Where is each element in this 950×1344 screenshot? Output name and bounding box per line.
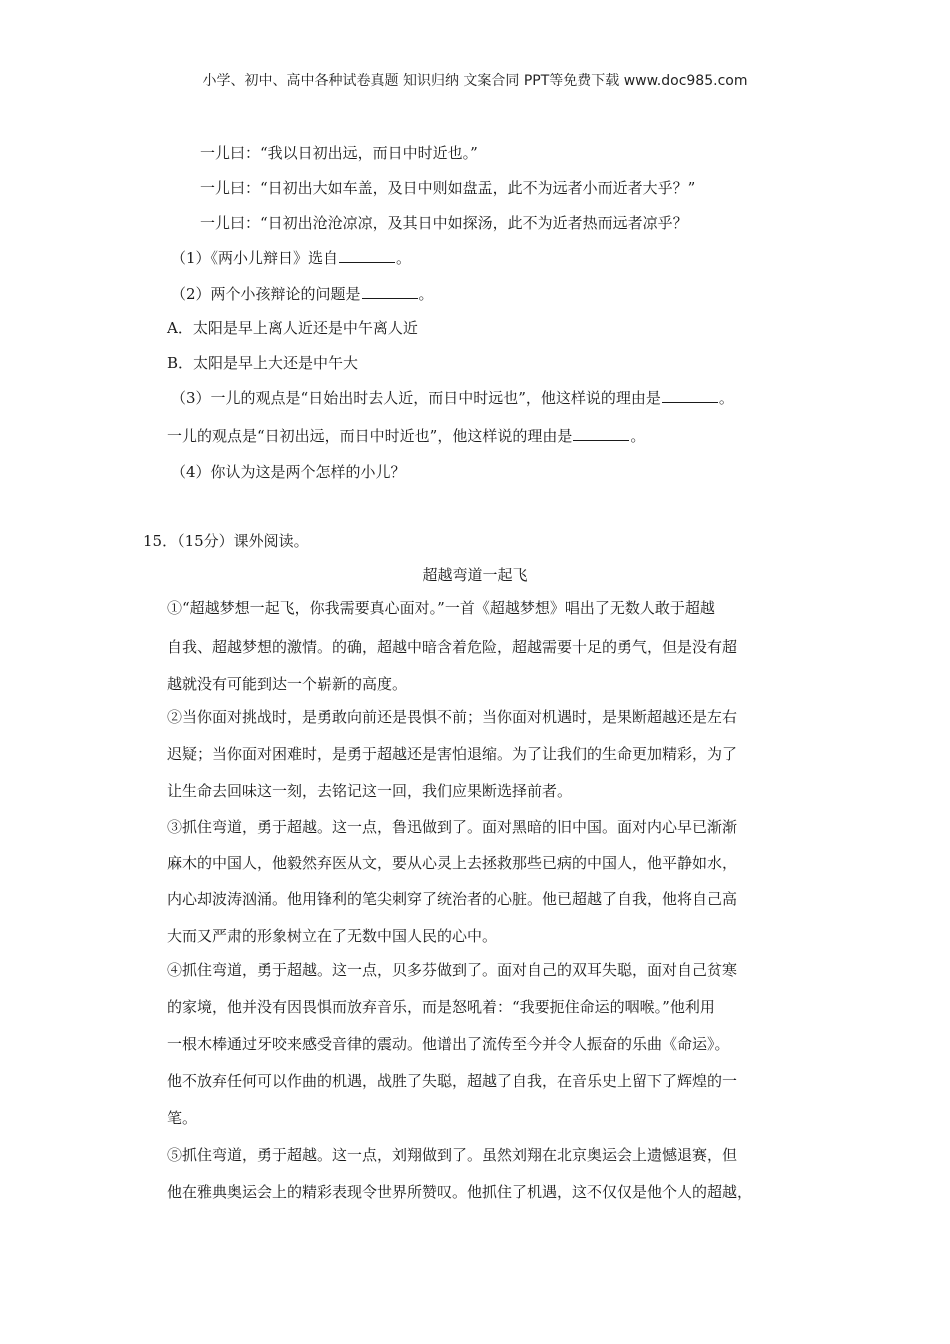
article-line: 大而又严肃的形象树立在了无数中国人民的心中。 <box>167 927 498 945</box>
question-3-text: （3）一儿的观点是“日始出时去人近，而日中时远也”，他这样说的理由是 <box>171 389 661 407</box>
article-line: ④抓住弯道，勇于超越。这一点，贝多芬做到了。面对自己的双耳失聪，面对自己贫寒 <box>167 961 738 979</box>
page-header: 小学、初中、高中各种试卷真题 知识归纳 文案合同 PPT等免费下载 www.doc985.com <box>202 73 748 89</box>
answer-blank-2[interactable] <box>362 284 418 299</box>
article-line: 迟疑；当你面对困难时，是勇于超越还是害怕退缩。为了让我们的生命更加精彩，为了 <box>167 745 738 763</box>
question-2-end: 。 <box>418 285 434 303</box>
article-line: ③抓住弯道，勇于超越。这一点，鲁迅做到了。面对黑暗的旧中国。面对内心早已渐渐 <box>167 818 738 836</box>
question-1-end: 。 <box>396 249 412 267</box>
article-line: 他在雅典奥运会上的精彩表现令世界所赞叹。他抓住了机遇，这不仅仅是他个人的超越， <box>167 1183 753 1201</box>
question-3 <box>171 388 734 408</box>
article-line: 笔。 <box>167 1109 198 1127</box>
question-3-end: 。 <box>718 389 734 407</box>
option-b: B．太阳是早上大还是中午大 <box>167 354 359 372</box>
question-2 <box>171 284 434 304</box>
classical-line-3: 一儿曰：“日初出沧沧凉凉，及其日中如探汤，此不为近者热而远者凉乎？ <box>200 214 688 232</box>
article-line: 内心却波涛汹涌。他用锋利的笔尖刺穿了统治者的心脏。他已超越了自我，他将自己高 <box>167 890 738 908</box>
option-a: A．太阳是早上离人近还是中午离人近 <box>167 319 418 337</box>
question-1 <box>171 248 411 268</box>
article-line: 一根木棒通过牙咬来感受音律的震动。他谱出了流传至今并令人振奋的乐曲《命运》。 <box>167 1035 730 1053</box>
question-3c-end: 。 <box>630 427 646 445</box>
question-3c-text: 一儿的观点是“日初出远，而日中时近也”，他这样说的理由是 <box>167 427 573 445</box>
article-line: 自我、超越梦想的激情。的确，超越中暗含着危险，超越需要十足的勇气，但是没有超 <box>167 638 738 656</box>
article-line: 越就没有可能到达一个崭新的高度。 <box>167 675 408 693</box>
answer-blank-4[interactable] <box>573 426 629 441</box>
question-1-text: （1）《两小儿辩日》选自 <box>171 249 339 267</box>
article-line: ②当你面对挑战时，是勇敢向前还是畏惧不前；当你面对机遇时，是果断超越还是左右 <box>167 708 738 726</box>
question-2-text: （2）两个小孩辩论的问题是 <box>171 285 361 303</box>
question-4: （4）你认为这是两个怎样的小儿？ <box>171 463 406 481</box>
answer-blank-3[interactable] <box>662 388 718 403</box>
classical-line-2: 一儿曰：“日初出大如车盖，及日中则如盘盂，此不为远者小而近者大乎？” <box>200 179 696 197</box>
answer-blank-1[interactable] <box>339 248 395 263</box>
article-line: 他不放弃任何可以作曲的机遇，战胜了失聪，超越了自我，在音乐史上留下了辉煌的一 <box>167 1072 738 1090</box>
article-line: 麻木的中国人，他毅然弃医从文，要从心灵上去拯救那些已病的中国人，他平静如水， <box>167 854 738 872</box>
article-line: ⑤抓住弯道，勇于超越。这一点，刘翔做到了。虽然刘翔在北京奥运会上遗憾退赛，但 <box>167 1146 738 1164</box>
classical-line-1: 一儿曰：“我以日初出远，而日中时近也。” <box>200 144 478 162</box>
question-3-continued <box>167 426 645 446</box>
article-title: 超越弯道一起飞 <box>422 566 528 584</box>
article-line: ①“超越梦想一起飞，你我需要真心面对。”一首《超越梦想》唱出了无数人敢于超越 <box>167 599 715 617</box>
article-line: 的家境，他并没有因畏惧而放弃音乐，而是怒吼着：“我要扼住命运的咽喉。”他利用 <box>167 998 715 1016</box>
article-line: 让生命去回味这一刻，去铭记这一回，我们应果断选择前者。 <box>167 782 573 800</box>
section-15-heading: 15．（15分）课外阅读。 <box>143 532 309 550</box>
